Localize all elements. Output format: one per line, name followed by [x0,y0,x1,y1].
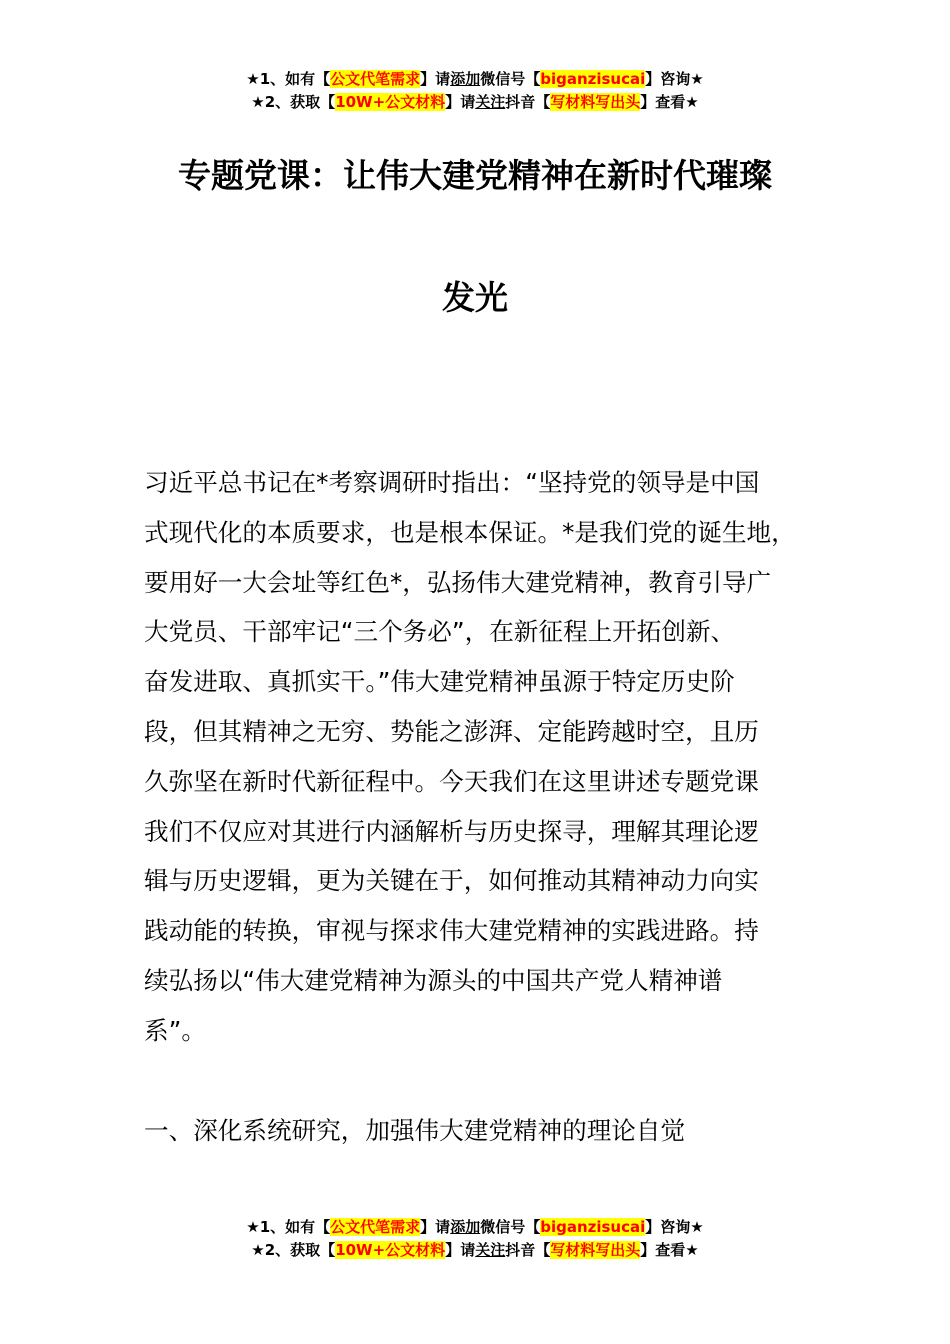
banner-line-1: ★1、如有【公文代笔需求】请添加微信号【biganzisucai】咨询★ [246,70,704,88]
banner-line-2: ★2、获取【10W+公文材料】请关注抖音【写材料写出头】查看★ [251,93,699,111]
banner-line-2: ★2、获取【10W+公文材料】请关注抖音【写材料写出头】查看★ [251,1241,699,1259]
highlight-wechat-id: biganzisucai [540,1218,646,1236]
highlight-douyin: 写材料写出头 [550,1241,641,1259]
paragraph-line: 要用好一大会址等红色*，弘扬伟大建党精神，教育引导广 [144,567,772,597]
paragraph-line: 久弥坚在新时代新征程中。今天我们在这里讲述专题党课 [144,766,759,796]
highlight-materials: 10W+公文材料 [335,1241,446,1259]
section-heading: 一、深化系统研究，加强伟大建党精神的理论自觉 [144,1116,686,1145]
top-banner [0,68,950,114]
paragraph-line: 我们不仅应对其进行内涵解析与历史探寻，理解其理论逻 [144,816,759,846]
highlight-douyin: 写材料写出头 [550,93,641,111]
highlight-service: 公文代笔需求 [330,70,421,88]
paragraph-line: 习近平总书记在*考察调研时指出：“坚持党的领导是中国 [144,468,760,497]
paragraph-line: 续弘扬以“伟大建党精神为源头的中国共产党人精神谱 [144,965,723,995]
paragraph-line: 系”。 [144,1015,206,1045]
highlight-materials: 10W+公文材料 [335,93,446,111]
bottom-banner [0,1216,950,1262]
paragraph-line: 式现代化的本质要求，也是根本保证。*是我们党的诞生地， [144,517,796,547]
body-paragraph [144,458,834,1056]
paragraph-line: 段，但其精神之无穷、势能之澎湃、定能跨越时空，且历 [144,716,759,746]
banner-line-1: ★1、如有【公文代笔需求】请添加微信号【biganzisucai】咨询★ [246,1218,704,1236]
paragraph-line: 大党员、干部牢记“三个务必”，在新征程上开拓创新、 [144,617,736,647]
paragraph-line: 奋发进取、真抓实干。”伟大建党精神虽源于特定历史阶 [144,667,735,697]
highlight-wechat-id: biganzisucai [540,70,646,88]
paragraph-line: 践动能的转换，审视与探求伟大建党精神的实践进路。持 [144,916,759,946]
page-title-line-1: 专题党课：让伟大建党精神在新时代璀璨 [178,156,772,195]
page-title-line-2: 发光 [442,278,508,317]
paragraph-line: 辑与历史逻辑，更为关键在于，如何推动其精神动力向实 [144,866,759,896]
highlight-service: 公文代笔需求 [330,1218,421,1236]
